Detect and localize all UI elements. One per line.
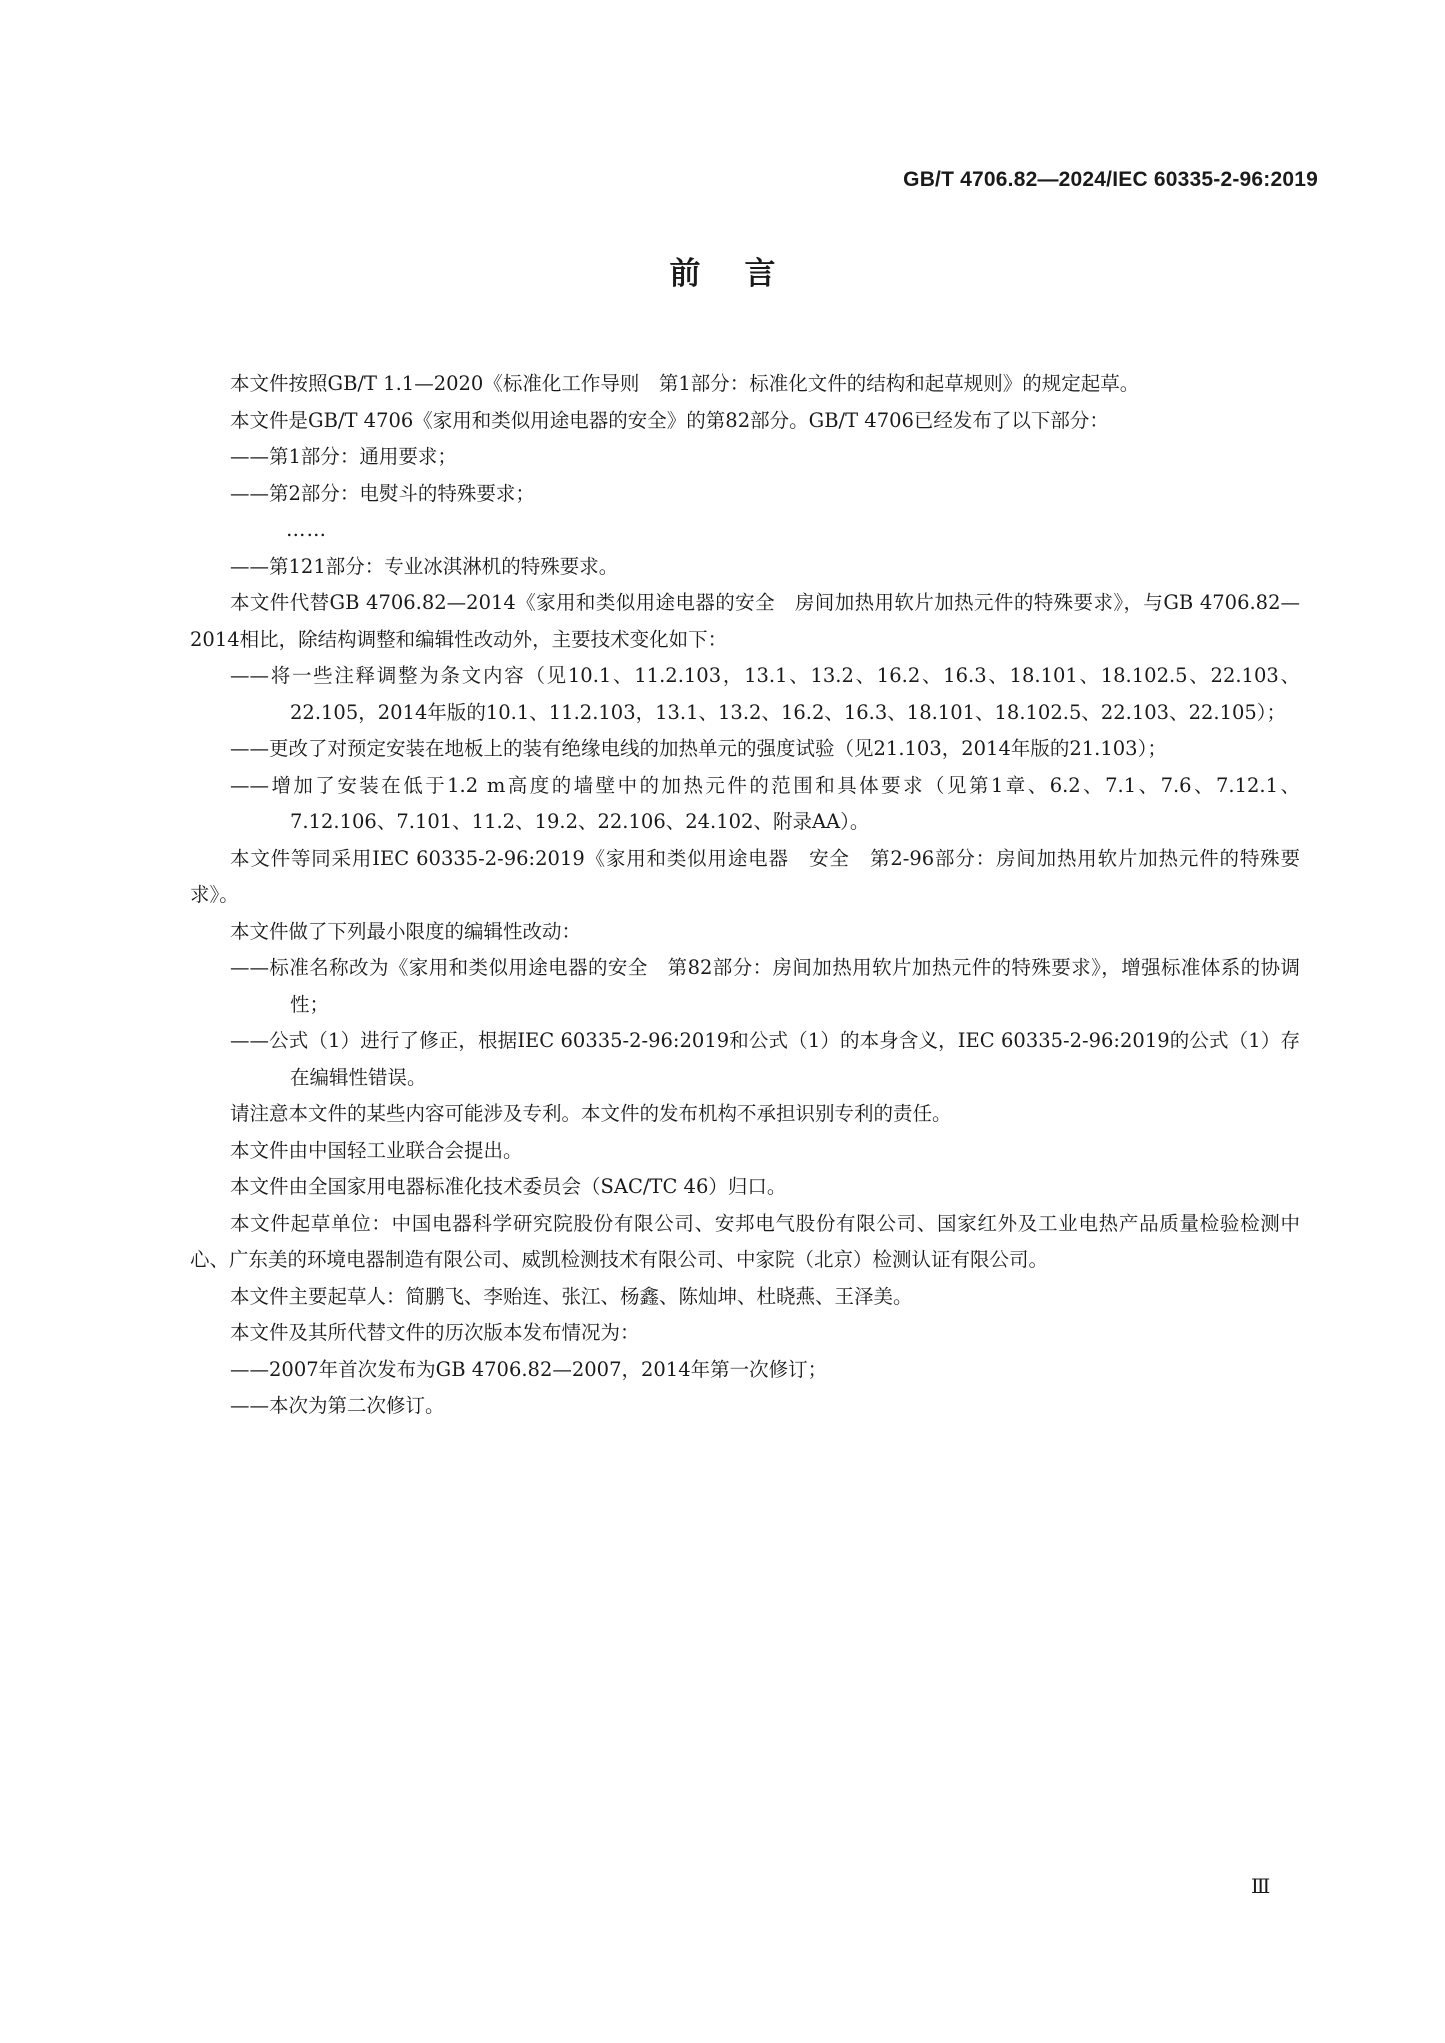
list-item: ——第1部分：通用要求；: [230, 445, 457, 468]
list-item: ——本次为第二次修订。: [230, 1394, 445, 1417]
paragraph: 本文件主要起草人：简鹏飞、李贻连、张江、杨鑫、陈灿坤、杜晓燕、王泽美。: [230, 1284, 913, 1308]
paragraph: 本文件是GB/T 4706《家用和类似用途电器的安全》的第82部分。GB/T 4706已经发布了以下部分：: [230, 408, 1109, 432]
list-item: ——增加了安装在低于1.2 m高度的墙壁中的加热元件的范围和具体要求（见第1章、6.2、7.1、7.6、7.12.1、7.12.106、7.101、11.2、19.2、22.106、24.102、附录AA）。: [230, 773, 1300, 833]
document-body: [190, 366, 1300, 1425]
list-item: ——公式（1）进行了修正，根据IEC 60335-2-96:2019和公式（1）的本身含义，IEC 60335-2-96:2019的公式（1）存在编辑性错误。: [230, 1029, 1300, 1089]
paragraph: 本文件及其所代替文件的历次版本发布情况为：: [230, 1321, 640, 1344]
paragraph: 本文件做了下列最小限度的编辑性改动：: [230, 919, 582, 943]
list-item: ——第121部分：专业冰淇淋机的特殊要求。: [230, 554, 619, 578]
list-item: ——更改了对预定安装在地板上的装有绝缘电线的加热单元的强度试验（见21.103，2014年版的21.103）；: [230, 737, 1167, 760]
standard-code-header: GB/T 4706.82—2024/IEC 60335-2-96:2019: [903, 168, 1318, 191]
list-item: ——将一些注释调整为条文内容（见10.1、11.2.103，13.1、13.2、16.2、16.3、18.101、18.102.5、22.103、22.105，2014年版的10.1、11.2.103，13.1、13.2、16.2、16.3、18.101、18.102.5、22.103、22.105）；: [230, 664, 1300, 724]
paragraph: 本文件按照GB/T 1.1—2020《标准化工作导则 第1部分：标准化文件的结构和起草规则》的规定起草。: [230, 372, 1140, 395]
page-title: 前言: [669, 256, 820, 292]
list-item: ——2007年首次发布为GB 4706.82—2007，2014年第一次修订；: [230, 1357, 828, 1381]
paragraph: 请注意本文件的某些内容可能涉及专利。本文件的发布机构不承担识别专利的责任。: [230, 1102, 952, 1125]
paragraph: 本文件由全国家用电器标准化技术委员会（SAC/TC 46）归口。: [230, 1175, 787, 1198]
paragraph: 本文件等同采用IEC 60335-2-96:2019《家用和类似用途电器 安全 第2-96部分：房间加热用软片加热元件的特殊要求》。: [190, 846, 1300, 906]
list-ellipsis: ……: [286, 518, 327, 541]
paragraph: 本文件起草单位：中国电器科学研究院股份有限公司、安邦电气股份有限公司、国家红外及工业电热产品质量检验检测中心、广东美的环境电器制造有限公司、威凯检测技术有限公司、中家院（北京）检测认证有限公司。: [190, 1211, 1300, 1271]
list-item: ——标准名称改为《家用和类似用途电器的安全 第82部分：房间加热用软片加热元件的特殊要求》，增强标准体系的协调性；: [230, 956, 1300, 1016]
paragraph: 本文件代替GB 4706.82—2014《家用和类似用途电器的安全 房间加热用软片加热元件的特殊要求》，与GB 4706.82—2014相比，除结构调整和编辑性改动外，主要技术变化如下：: [190, 591, 1300, 651]
paragraph: 本文件由中国轻工业联合会提出。: [230, 1138, 523, 1162]
page-number: Ⅲ: [1251, 1874, 1271, 1898]
list-item: ——第2部分：电熨斗的特殊要求；: [230, 481, 535, 505]
